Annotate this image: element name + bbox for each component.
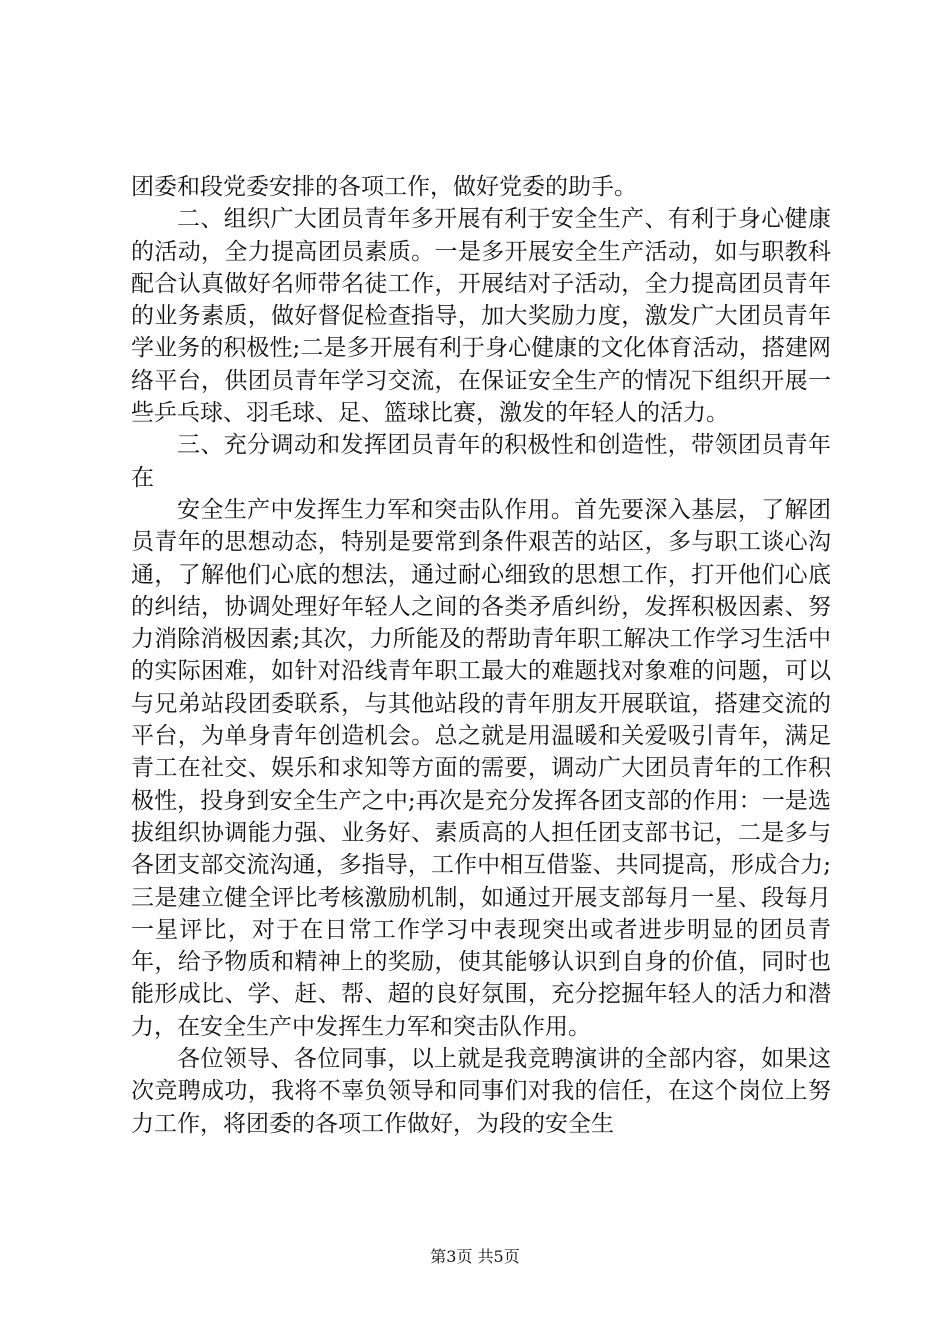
- paragraph-section-two: 二、组织广大团员青年多开展有利于安全生产、有利于身心健康的活动，全力提高团员素质。一是多开展安全生产活动，如与职教科配合认真做好名师带名徒工作，开展结对子活动，全力提高团员青年的业务素质，做好督促检查指导，加大奖励力度，激发广大团员青年学业务的积极性;二是多开展有利于身心健康的文化体育活动，搭建网络平台，供团员青年学习交流，在保证安全生产的情况下组织开展一些乒乓球、羽毛球、足、篮球比赛，激发的年轻人的活力。: [131, 206, 831, 427]
- paragraph-section-three-body: 安全生产中发挥生力军和突击队作用。首先要深入基层，了解团员青年的思想动态，特别是要常到条件艰苦的站区，多与职工谈心沟通，了解他们心底的想法，通过耐心细致的思想工作，打开他们心底的纠结，协调处理好年轻人之间的各类矛盾纠纷，发挥积极因素、努力消除消极因素;其次，力所能及的帮助青年职工解决工作学习生活中的实际困难，如针对沿线青年职工最大的难题找对象难的问题，可以与兄弟站段团委联系，与其他站段的青年朋友开展联谊，搭建交流的平台，为单身青年创造机会。总之就是用温暖和关爱吸引青年，满足青工在社交、娱乐和求知等方面的需要，调动广大团员青年的工作积极性，投身到安全生产之中;再次是充分发挥各团支部的作用：一是选拔组织协调能力强、业务好、素质高的人担任团支部书记，二是多与各团支部交流沟通，多指导，工作中相互借鉴、共同提高，形成合力;三是建立健全评比考核激励机制，如通过开展支部每月一星、段每月一星评比，对于在日常工作学习中表现突出或者进步明显的团员青年，给予物质和精神上的奖励，使其能够认识到自身的价值，同时也能形成比、学、赶、帮、超的良好氛围，充分挖掘年轻人的活力和潜力，在安全生产中发挥生力军和突击队作用。: [131, 496, 831, 1040]
- paragraph-continuation: 团委和段党委安排的各项工作，做好党委的助手。: [131, 174, 637, 200]
- document-body: [131, 171, 831, 1140]
- paragraph-section-three-heading: 三、充分调动和发挥团员青年的积极性和创造性，带领团员青年在: [131, 432, 831, 491]
- page-number-footer: 第3页 共5页: [430, 1247, 520, 1266]
- paragraph-closing: 各位领导、各位同事，以上就是我竞聘演讲的全部内容，如果这次竞聘成功，我将不辜负领导和同事们对我的信任，在这个岗位上努力工作，将团委的各项工作做好，为段的安全生: [131, 1046, 831, 1137]
